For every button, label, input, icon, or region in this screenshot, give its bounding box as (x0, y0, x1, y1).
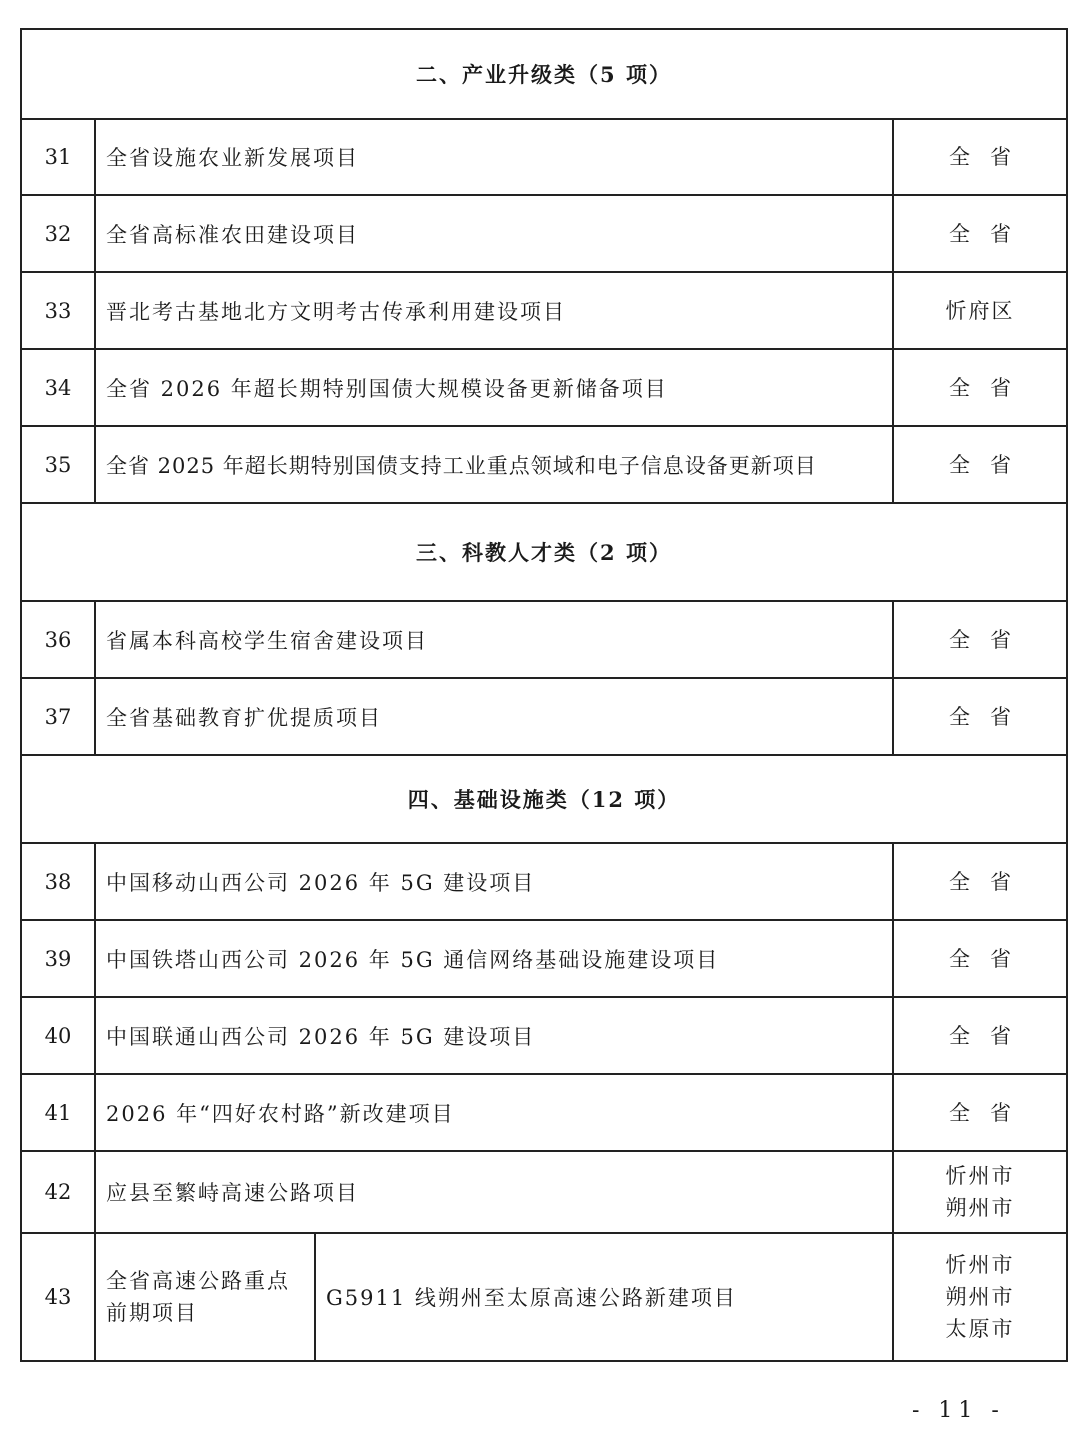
table-row (21, 426, 1067, 503)
table-row (21, 601, 1067, 678)
project-region: 全省 (893, 349, 1067, 426)
row-number: 40 (21, 997, 95, 1074)
project-name: 应县至繁峙高速公路项目 (95, 1151, 893, 1233)
project-table (20, 28, 1068, 1362)
project-region (893, 1233, 1067, 1361)
table-row (21, 349, 1067, 426)
project-name: 全省基础教育扩优提质项目 (95, 678, 893, 755)
region-line: 朔州市 (945, 1196, 1015, 1220)
table-row (21, 195, 1067, 272)
table-row (21, 272, 1067, 349)
row-number: 38 (21, 843, 95, 920)
page-number: - 11 - (912, 1398, 1005, 1423)
table-row (21, 843, 1067, 920)
section-row (21, 503, 1067, 601)
row-number: 39 (21, 920, 95, 997)
project-name: 中国铁塔山西公司 2026 年 5G 通信网络基础设施建设项目 (95, 920, 893, 997)
row-number: 31 (21, 119, 95, 195)
project-region (893, 1151, 1067, 1233)
row-number: 41 (21, 1074, 95, 1151)
region-line: 忻州市 (945, 1253, 1015, 1277)
project-name: 晋北考古基地北方文明考古传承利用建设项目 (95, 272, 893, 349)
category-line: 前期项目 (106, 1301, 198, 1325)
section-row (21, 755, 1067, 843)
project-region: 全省 (893, 1074, 1067, 1151)
project-name: 2026 年“四好农村路”新改建项目 (95, 1074, 893, 1151)
project-region: 全省 (893, 997, 1067, 1074)
project-name: 全省 2025 年超长期特别国债支持工业重点领域和电子信息设备更新项目 (95, 426, 893, 503)
row-number: 42 (21, 1151, 95, 1233)
region-line: 朔州市 (945, 1285, 1015, 1309)
project-region: 全省 (893, 601, 1067, 678)
project-category (95, 1233, 315, 1361)
table-row (21, 920, 1067, 997)
row-number: 32 (21, 195, 95, 272)
project-region: 全省 (893, 678, 1067, 755)
project-region: 全省 (893, 843, 1067, 920)
region-line: 太原市 (945, 1317, 1015, 1341)
project-region: 全省 (893, 195, 1067, 272)
project-region: 全省 (893, 920, 1067, 997)
table-row (21, 997, 1067, 1074)
project-name: 中国联通山西公司 2026 年 5G 建设项目 (95, 997, 893, 1074)
section-row (21, 29, 1067, 119)
row-number: 34 (21, 349, 95, 426)
project-region: 忻府区 (893, 272, 1067, 349)
project-name: 中国移动山西公司 2026 年 5G 建设项目 (95, 843, 893, 920)
project-name: 全省高标准农田建设项目 (95, 195, 893, 272)
row-number: 36 (21, 601, 95, 678)
row-number: 33 (21, 272, 95, 349)
table-row (21, 1151, 1067, 1233)
project-name: 省属本科高校学生宿舍建设项目 (95, 601, 893, 678)
category-line: 全省高速公路重点 (106, 1269, 290, 1293)
project-name: 全省设施农业新发展项目 (95, 119, 893, 195)
table-row (21, 119, 1067, 195)
row-number: 35 (21, 426, 95, 503)
row-number: 37 (21, 678, 95, 755)
section-title: 三、科教人才类（2 项） (21, 503, 1067, 601)
table-row (21, 678, 1067, 755)
table-row (21, 1074, 1067, 1151)
section-title: 二、产业升级类（5 项） (21, 29, 1067, 119)
project-region: 全省 (893, 426, 1067, 503)
region-line: 忻州市 (945, 1164, 1015, 1188)
row-number: 43 (21, 1233, 95, 1361)
project-region: 全省 (893, 119, 1067, 195)
project-name: 全省 2026 年超长期特别国债大规模设备更新储备项目 (95, 349, 893, 426)
section-title: 四、基础设施类（12 项） (21, 755, 1067, 843)
project-name: G5911 线朔州至太原高速公路新建项目 (315, 1233, 893, 1361)
table-row (21, 1233, 1067, 1361)
